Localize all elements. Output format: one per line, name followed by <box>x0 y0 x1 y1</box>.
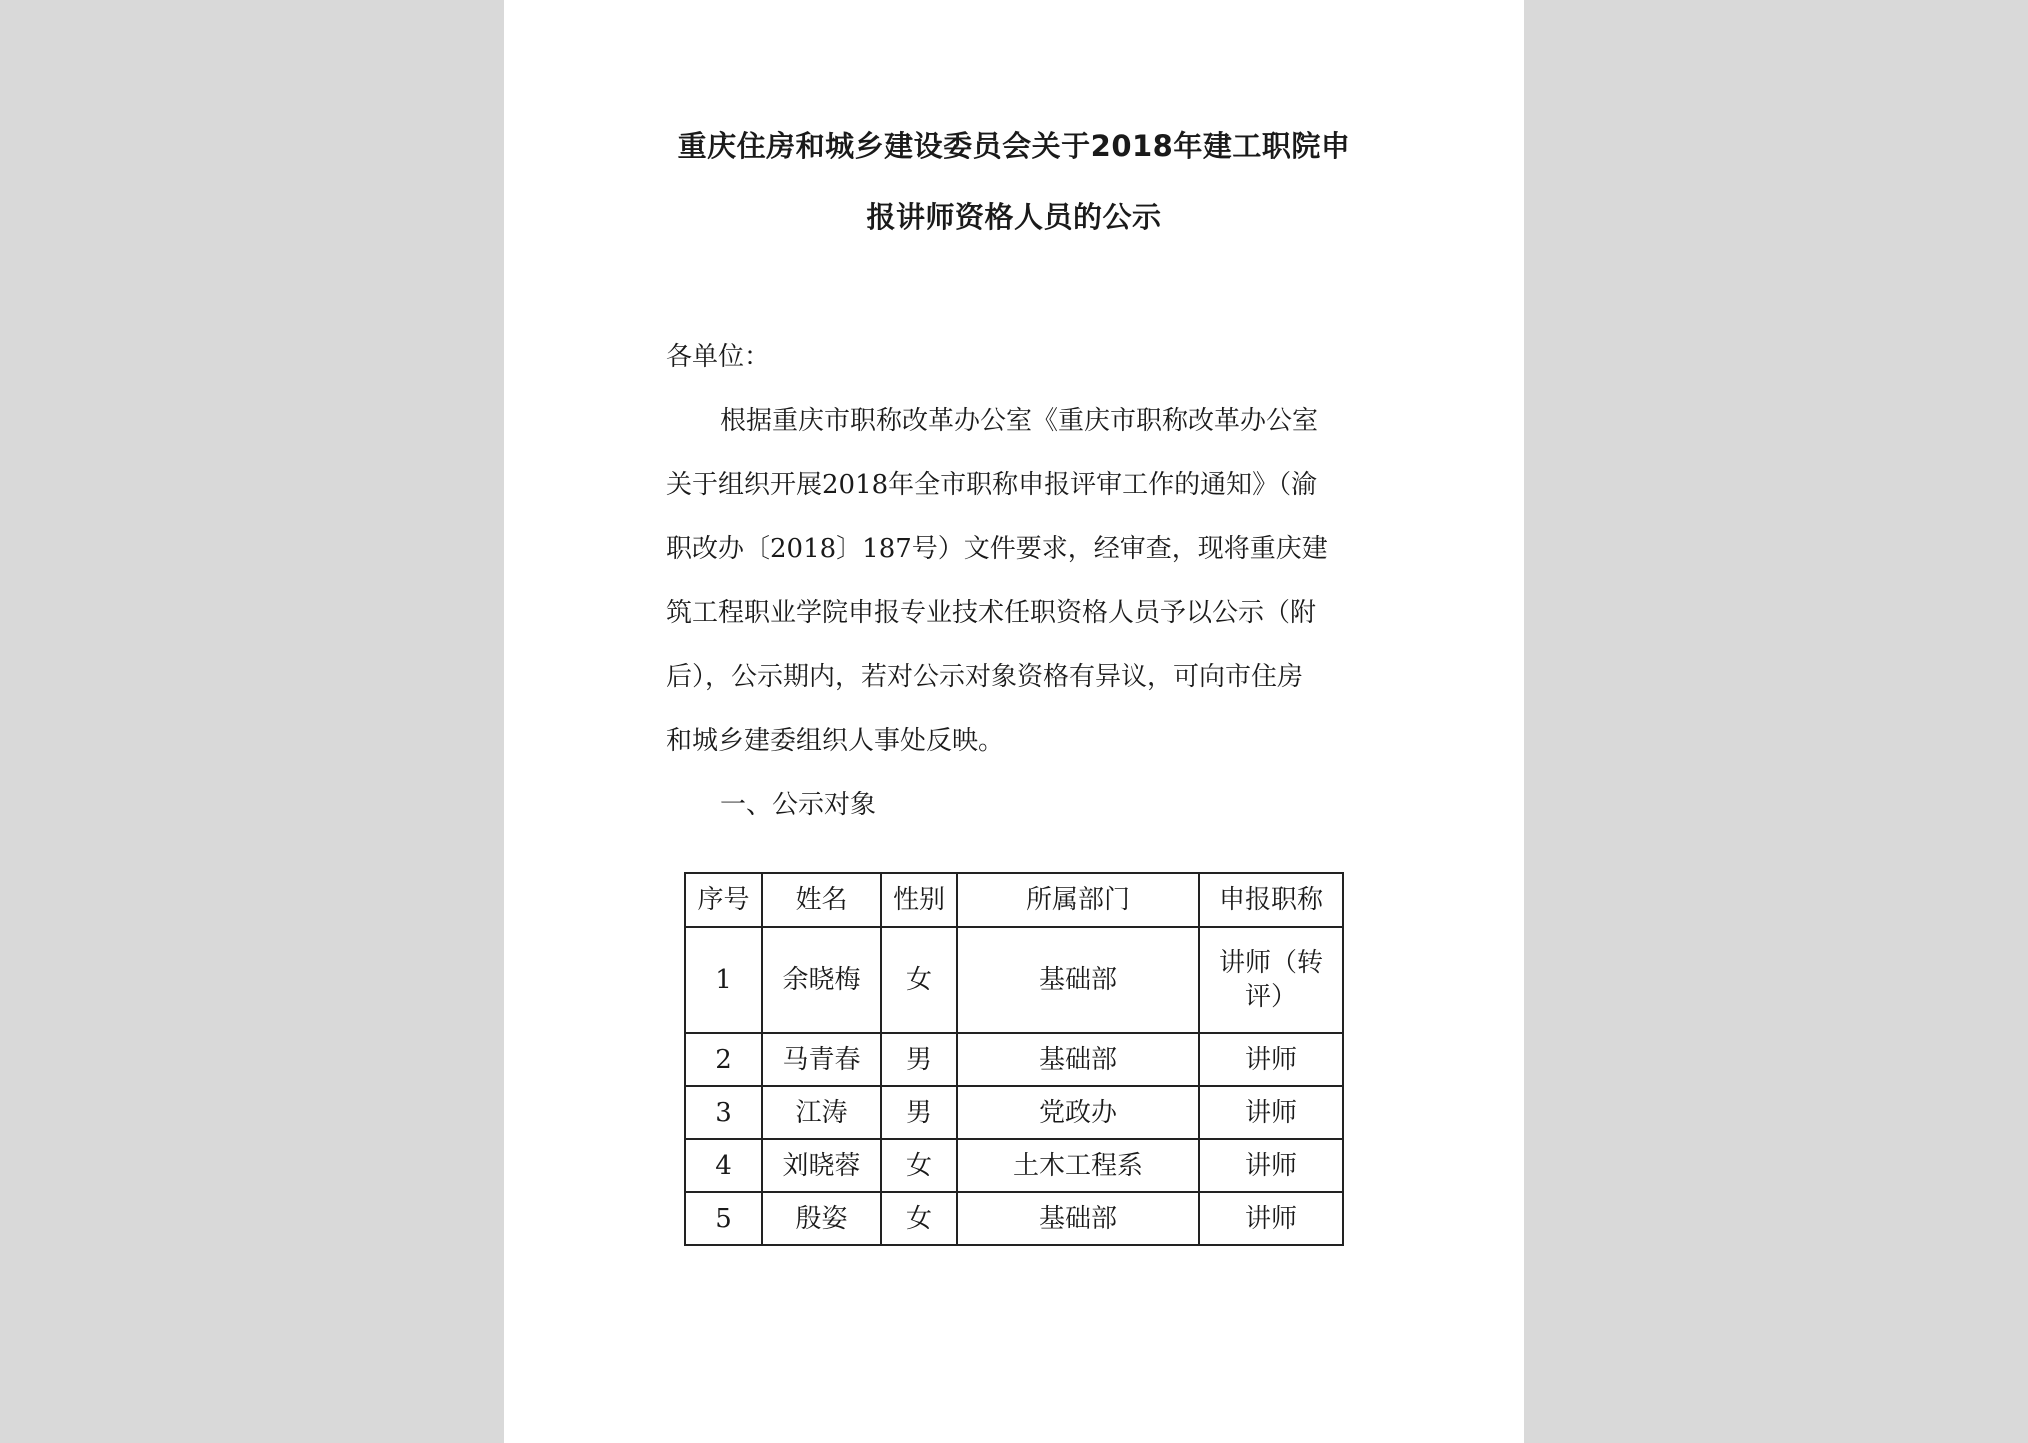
body-line-1: 根据重庆市职称改革办公室《重庆市职称改革办公室 <box>720 406 1319 436</box>
body-line-2: 关于组织开展2018年全市职称申报评审工作的通知》（渝 <box>666 470 1318 500</box>
cell-name: 刘晓蓉 <box>762 1139 881 1192</box>
cell-department: 党政办 <box>957 1086 1199 1139</box>
body-line-5: 后），公示期内，若对公示对象资格有异议，可向市住房 <box>666 662 1304 692</box>
cell-department: 基础部 <box>957 1033 1199 1086</box>
cell-gender: 女 <box>881 1192 957 1245</box>
header-index: 序号 <box>685 873 762 927</box>
cell-name: 余晓梅 <box>762 927 881 1033</box>
cell-department: 基础部 <box>957 927 1199 1033</box>
table-row <box>685 1139 1343 1192</box>
section-heading: 一、公示对象 <box>720 790 877 820</box>
body-line-6: 和城乡建委组织人事处反映。 <box>666 726 1005 756</box>
cell-index: 5 <box>685 1192 762 1245</box>
cell-title: 讲师 <box>1199 1192 1343 1245</box>
header-gender: 性别 <box>881 873 957 927</box>
table-row <box>685 1033 1343 1086</box>
document-page <box>504 0 1524 1443</box>
cell-title: 讲师（转评） <box>1199 927 1343 1033</box>
cell-name: 殷姿 <box>762 1192 881 1245</box>
table-header-row <box>685 873 1343 927</box>
cell-gender: 男 <box>881 1033 957 1086</box>
cell-index: 4 <box>685 1139 762 1192</box>
body-line-3: 职改办〔2018〕187号）文件要求，经审查，现将重庆建 <box>666 534 1328 564</box>
table-row <box>685 1086 1343 1139</box>
cell-gender: 男 <box>881 1086 957 1139</box>
document-title-line-1: 重庆住房和城乡建设委员会关于2018年建工职院申 <box>677 129 1351 163</box>
cell-index: 2 <box>685 1033 762 1086</box>
cell-title: 讲师 <box>1199 1139 1343 1192</box>
cell-title: 讲师 <box>1199 1033 1343 1086</box>
cell-name: 江涛 <box>762 1086 881 1139</box>
cell-name: 马青春 <box>762 1033 881 1086</box>
table-row <box>685 1192 1343 1245</box>
cell-title: 讲师 <box>1199 1086 1343 1139</box>
table-row <box>685 927 1343 1033</box>
body-line-4: 筑工程职业学院申报专业技术任职资格人员予以公示（附 <box>666 598 1317 628</box>
cell-department: 土木工程系 <box>957 1139 1199 1192</box>
cell-gender: 女 <box>881 927 957 1033</box>
roster-table <box>684 872 1344 1246</box>
cell-gender: 女 <box>881 1139 957 1192</box>
cell-index: 1 <box>685 927 762 1033</box>
salutation: 各单位： <box>666 342 771 372</box>
document-title-line-2: 报讲师资格人员的公示 <box>866 200 1162 234</box>
header-department: 所属部门 <box>957 873 1199 927</box>
header-name: 姓名 <box>762 873 881 927</box>
cell-department: 基础部 <box>957 1192 1199 1245</box>
cell-index: 3 <box>685 1086 762 1139</box>
header-title: 申报职称 <box>1199 873 1343 927</box>
